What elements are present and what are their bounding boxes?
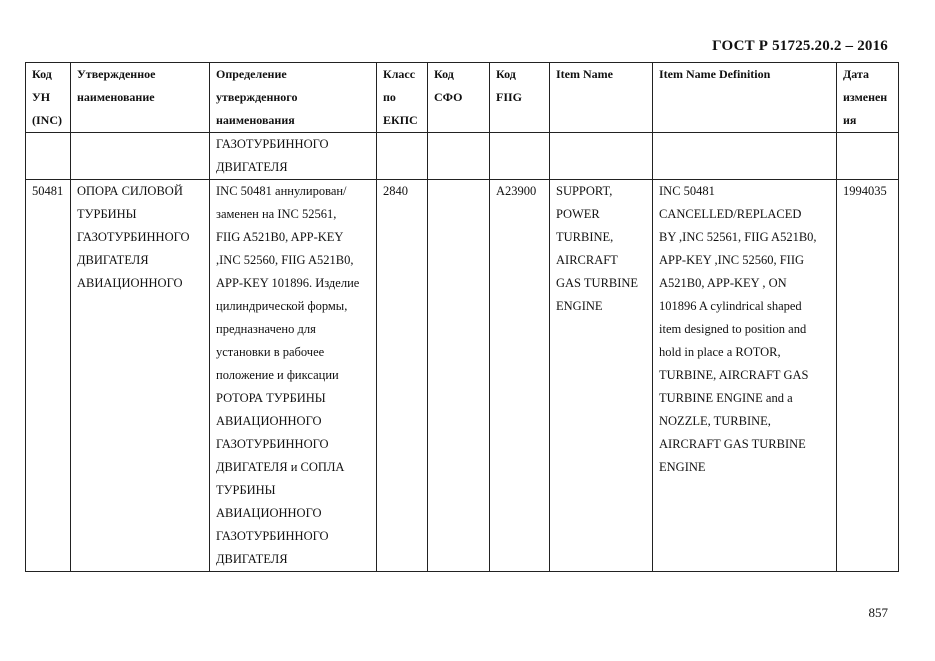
text-line: FIIG (496, 90, 523, 104)
text-line: INC 50481 аннулирован/ (216, 184, 347, 198)
text-line: ЕКПС (383, 113, 418, 127)
cell-ekps-class: 2840 (377, 180, 428, 572)
text-line: ТУРБИНЫ (216, 483, 276, 497)
text-line: Дата (843, 67, 869, 81)
text-line: АВИАЦИОННОГО (216, 506, 322, 520)
cell-item-name-definition (653, 180, 837, 572)
header-approved-name (71, 63, 210, 133)
text-line: SUPPORT, (556, 184, 613, 198)
cell-sfo-code (428, 133, 490, 180)
text-line: Код (496, 67, 516, 81)
text-line: ГАЗОТУРБИННОГО (216, 137, 329, 151)
text-line: РОТОРА ТУРБИНЫ (216, 391, 326, 405)
cell-change-date (837, 133, 899, 180)
cell-item-name (550, 180, 653, 572)
text-line: УН (32, 90, 51, 104)
cell-fiig-code (490, 133, 550, 180)
cell-item-name-definition (653, 133, 837, 180)
text-line: BY ,INC 52561, FIIG A521B0, (659, 230, 817, 244)
cell-definition (210, 133, 377, 180)
classification-table (25, 62, 899, 572)
text-line: изменен (843, 90, 888, 104)
header-ekps-class (377, 63, 428, 133)
cell-inc: 50481 (26, 180, 71, 572)
text-line: ,INC 52560, FIIG A521B0, (216, 253, 354, 267)
text-line: ДВИГАТЕЛЯ и СОПЛА (216, 460, 345, 474)
text-line: наименования (216, 113, 295, 127)
text-line: Класс (383, 67, 416, 81)
table-row-continuation (26, 133, 899, 180)
text-line: Item Name (556, 67, 613, 81)
page-number: 857 (868, 605, 888, 620)
cell-fiig-code: A23900 (490, 180, 550, 572)
text-line: hold in place a ROTOR, (659, 345, 781, 359)
text-line: ГАЗОТУРБИННОГО (216, 437, 329, 451)
text-line: АВИАЦИОННОГО (77, 276, 183, 290)
text-line: FIIG A521B0, APP-KEY (216, 230, 344, 244)
header-definition (210, 63, 377, 133)
text-line: Определение (216, 67, 287, 81)
text-line: item designed to position and (659, 322, 807, 336)
text-line: установки в рабочее (216, 345, 325, 359)
cell-sfo-code (428, 180, 490, 572)
text-line: ДВИГАТЕЛЯ (77, 253, 149, 267)
text-line: APP-KEY ,INC 52560, FIIG (659, 253, 805, 267)
text-line: предназначено для (216, 322, 316, 336)
text-line: TURBINE, (556, 230, 614, 244)
text-line: 101896 A cylindrical shaped (659, 299, 802, 313)
header-change-date (837, 63, 899, 133)
text-line: Утвержденное (77, 67, 156, 81)
text-line: TURBINE ENGINE and a (659, 391, 793, 405)
text-line: положение и фиксации (216, 368, 339, 382)
text-line: Item Name Definition (659, 67, 771, 81)
text-line: ГАЗОТУРБИННОГО (216, 529, 329, 543)
cell-approved-name (71, 180, 210, 572)
header-item-name (550, 63, 653, 133)
header-sfo-code (428, 63, 490, 133)
text-line: ия (843, 113, 857, 127)
header-fiig-code (490, 63, 550, 133)
text-line: AIRCRAFT GAS TURBINE (659, 437, 806, 451)
text-line: СФО (434, 90, 463, 104)
text-line: по (383, 90, 396, 104)
text-line: AIRCRAFT (556, 253, 618, 267)
text-line: ДВИГАТЕЛЯ (216, 160, 288, 174)
text-line: утвержденного (216, 90, 298, 104)
table-row (26, 180, 899, 572)
cell-approved-name (71, 133, 210, 180)
text-line: ENGINE (556, 299, 603, 313)
text-line: CANCELLED/REPLACED (659, 207, 802, 221)
cell-definition (210, 180, 377, 572)
text-line: АВИАЦИОННОГО (216, 414, 322, 428)
text-line: APP-KEY 101896. Изделие (216, 276, 360, 290)
cell-ekps-class (377, 133, 428, 180)
text-line: GAS TURBINE (556, 276, 639, 290)
text-line: POWER (556, 207, 600, 221)
cell-item-name (550, 133, 653, 180)
text-line: ТУРБИНЫ (77, 207, 137, 221)
text-line: наименование (77, 90, 155, 104)
text-line: NOZZLE, TURBINE, (659, 414, 771, 428)
text-line: ENGINE (659, 460, 706, 474)
text-line: заменен на INC 52561, (216, 207, 337, 221)
text-line: TURBINE, AIRCRAFT GAS (659, 368, 809, 382)
text-line: ОПОРА СИЛОВОЙ (77, 184, 183, 198)
table-header-row (26, 63, 899, 133)
text-line: INC 50481 (659, 184, 715, 198)
header-inc (26, 63, 71, 133)
text-line: цилиндрической формы, (216, 299, 348, 313)
text-line: ГАЗОТУРБИННОГО (77, 230, 190, 244)
document-standard-header: ГОСТ Р 51725.20.2 – 2016 (712, 38, 888, 54)
cell-inc (26, 133, 71, 180)
cell-change-date: 1994035 (837, 180, 899, 572)
text-line: Код (32, 67, 52, 81)
text-line: Код (434, 67, 454, 81)
text-line: (INC) (32, 113, 62, 127)
text-line: A521B0, APP-KEY , ON (659, 276, 787, 290)
text-line: ДВИГАТЕЛЯ (216, 552, 288, 566)
header-item-name-definition (653, 63, 837, 133)
